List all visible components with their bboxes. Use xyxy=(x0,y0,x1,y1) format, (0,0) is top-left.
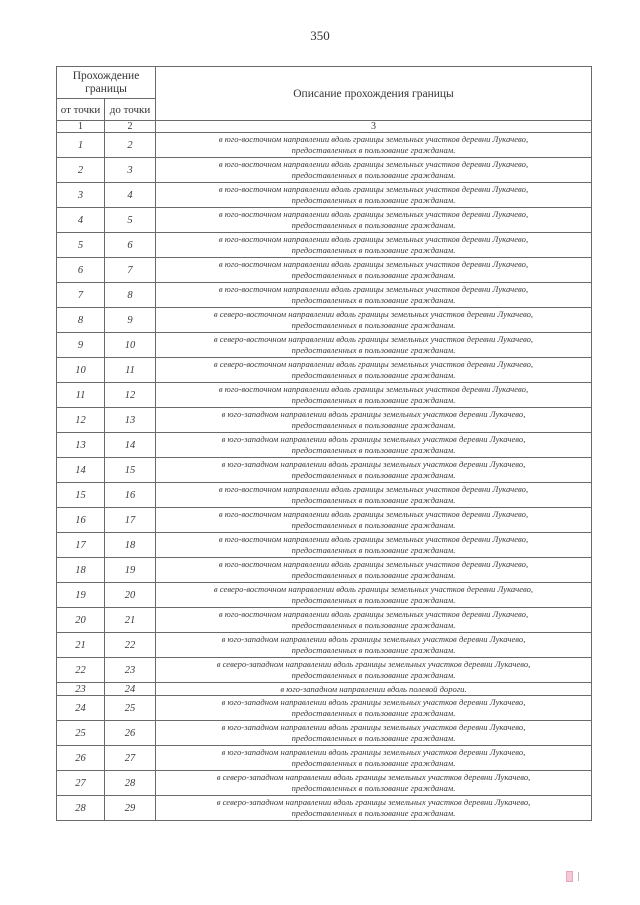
from-point-cell: 6 xyxy=(57,258,105,283)
table-body xyxy=(57,133,592,821)
description-cell xyxy=(156,508,592,533)
description-line-2: предоставленных в пользование гражданам. xyxy=(291,545,456,555)
table-row xyxy=(57,358,592,383)
table-row xyxy=(57,796,592,821)
from-point-cell: 11 xyxy=(57,383,105,408)
to-point-cell: 24 xyxy=(105,683,156,696)
to-point-cell: 12 xyxy=(105,383,156,408)
from-point-cell: 1 xyxy=(57,133,105,158)
description-cell xyxy=(156,183,592,208)
description-cell xyxy=(156,658,592,683)
from-point-cell: 15 xyxy=(57,483,105,508)
description-line-1: в юго-западном направлении вдоль границы земельных участков деревни Лукачево, xyxy=(221,459,526,469)
to-point-cell: 23 xyxy=(105,658,156,683)
boundary-passage-header-line2: границы xyxy=(85,82,127,95)
description-line-2: предоставленных в пользование гражданам. xyxy=(291,295,456,305)
description-line-2: предоставленных в пользование гражданам. xyxy=(291,270,456,280)
to-point-cell: 27 xyxy=(105,746,156,771)
table-row xyxy=(57,458,592,483)
from-point-cell: 21 xyxy=(57,633,105,658)
description-line-2: предоставленных в пользование гражданам. xyxy=(291,595,456,605)
description-cell xyxy=(156,283,592,308)
description-line-1: в юго-восточном направлении вдоль границы земельных участков деревни Лукачево, xyxy=(218,184,529,194)
description-line-2: предоставленных в пользование гражданам. xyxy=(291,145,456,155)
description-line-2: предоставленных в пользование гражданам. xyxy=(291,620,456,630)
table-row xyxy=(57,333,592,358)
description-cell xyxy=(156,158,592,183)
to-point-cell: 9 xyxy=(105,308,156,333)
description-cell xyxy=(156,208,592,233)
to-point-cell: 6 xyxy=(105,233,156,258)
description-line-1: в юго-западном направлении вдоль границы земельных участков деревни Лукачево, xyxy=(221,722,526,732)
description-cell xyxy=(156,133,592,158)
table-row xyxy=(57,771,592,796)
description-line-1: в юго-западном направлении вдоль границы земельных участков деревни Лукачево, xyxy=(221,434,526,444)
to-point-cell: 26 xyxy=(105,721,156,746)
description-line-1: в юго-восточном направлении вдоль границы земельных участков деревни Лукачево, xyxy=(218,159,529,169)
from-point-cell: 3 xyxy=(57,183,105,208)
description-line-2: предоставленных в пользование гражданам. xyxy=(291,245,456,255)
description-line-2: предоставленных в пользование гражданам. xyxy=(291,345,456,355)
description-line-2: предоставленных в пользование гражданам. xyxy=(291,445,456,455)
table-row xyxy=(57,633,592,658)
to-point-cell: 8 xyxy=(105,283,156,308)
to-point-cell: 16 xyxy=(105,483,156,508)
to-point-cell: 14 xyxy=(105,433,156,458)
description-cell xyxy=(156,721,592,746)
description-line-1: в юго-восточном направлении вдоль границы земельных участков деревни Лукачево, xyxy=(218,259,529,269)
description-cell xyxy=(156,358,592,383)
from-point-cell: 18 xyxy=(57,558,105,583)
column-number-2: 2 xyxy=(105,121,156,133)
description-cell xyxy=(156,771,592,796)
to-point-cell: 28 xyxy=(105,771,156,796)
to-point-cell: 15 xyxy=(105,458,156,483)
column-number-1: 1 xyxy=(57,121,105,133)
description-cell xyxy=(156,458,592,483)
description-line-1: в юго-восточном направлении вдоль границы земельных участков деревни Лукачево, xyxy=(218,284,529,294)
table-row xyxy=(57,383,592,408)
description-line-1: в юго-западном направлении вдоль полевой дороги. xyxy=(280,683,467,694)
description-line-1: в юго-западном направлении вдоль границы земельных участков деревни Лукачево, xyxy=(221,747,526,757)
to-point-cell: 13 xyxy=(105,408,156,433)
description-line-2: предоставленных в пользование гражданам. xyxy=(291,733,456,743)
table-row xyxy=(57,696,592,721)
from-point-cell: 24 xyxy=(57,696,105,721)
description-cell xyxy=(156,233,592,258)
table-row xyxy=(57,508,592,533)
table-row xyxy=(57,433,592,458)
description-cell xyxy=(156,408,592,433)
description-line-2: предоставленных в пользование гражданам. xyxy=(291,708,456,718)
from-point-cell: 17 xyxy=(57,533,105,558)
to-point-cell: 17 xyxy=(105,508,156,533)
to-point-cell: 22 xyxy=(105,633,156,658)
table-row xyxy=(57,283,592,308)
description-line-1: в северо-западном направлении вдоль границы земельных участков деревни Лукачево, xyxy=(216,797,531,807)
description-line-2: предоставленных в пользование гражданам. xyxy=(291,195,456,205)
description-line-2: предоставленных в пользование гражданам. xyxy=(291,395,456,405)
description-line-1: в юго-западном направлении вдоль границы земельных участков деревни Лукачево, xyxy=(221,697,526,707)
from-point-cell: 4 xyxy=(57,208,105,233)
boundary-passage-header-line1: Прохождение xyxy=(72,69,140,82)
description-line-2: предоставленных в пользование гражданам. xyxy=(291,420,456,430)
table-row xyxy=(57,258,592,283)
table-row xyxy=(57,608,592,633)
to-point-cell: 7 xyxy=(105,258,156,283)
scan-tick xyxy=(578,872,579,881)
from-point-cell: 12 xyxy=(57,408,105,433)
description-cell xyxy=(156,558,592,583)
to-point-cell: 2 xyxy=(105,133,156,158)
table-row xyxy=(57,408,592,433)
description-line-1: в северо-западном направлении вдоль границы земельных участков деревни Лукачево, xyxy=(216,772,531,782)
from-point-cell: 16 xyxy=(57,508,105,533)
description-line-1: в юго-восточном направлении вдоль границы земельных участков деревни Лукачево, xyxy=(218,234,529,244)
description-cell xyxy=(156,633,592,658)
to-point-cell: 5 xyxy=(105,208,156,233)
boundary-table xyxy=(56,66,592,821)
description-line-2: предоставленных в пользование гражданам. xyxy=(291,570,456,580)
to-point-cell: 11 xyxy=(105,358,156,383)
from-point-cell: 13 xyxy=(57,433,105,458)
to-point-cell: 21 xyxy=(105,608,156,633)
to-point-header: до точки xyxy=(105,99,156,121)
description-line-1: в северо-восточном направлении вдоль границы земельных участков деревни Лукачево, xyxy=(213,334,534,344)
description-cell xyxy=(156,796,592,821)
to-point-cell: 4 xyxy=(105,183,156,208)
from-point-cell: 26 xyxy=(57,746,105,771)
to-point-cell: 29 xyxy=(105,796,156,821)
description-line-1: в северо-восточном направлении вдоль границы земельных участков деревни Лукачево, xyxy=(213,359,534,369)
from-point-cell: 25 xyxy=(57,721,105,746)
table-row xyxy=(57,183,592,208)
description-cell xyxy=(156,433,592,458)
from-point-cell: 19 xyxy=(57,583,105,608)
to-point-cell: 3 xyxy=(105,158,156,183)
description-line-2: предоставленных в пользование гражданам. xyxy=(291,670,456,680)
table-row xyxy=(57,658,592,683)
description-line-1: в юго-восточном направлении вдоль границы земельных участков деревни Лукачево, xyxy=(218,534,529,544)
from-point-cell: 22 xyxy=(57,658,105,683)
boundary-passage-header xyxy=(57,67,156,99)
description-line-2: предоставленных в пользование гражданам. xyxy=(291,783,456,793)
to-point-cell: 10 xyxy=(105,333,156,358)
from-point-cell: 2 xyxy=(57,158,105,183)
description-line-1: в юго-восточном направлении вдоль границы земельных участков деревни Лукачево, xyxy=(218,609,529,619)
description-line-2: предоставленных в пользование гражданам. xyxy=(291,520,456,530)
description-line-1: в юго-восточном направлении вдоль границы земельных участков деревни Лукачево, xyxy=(218,484,529,494)
table-row xyxy=(57,483,592,508)
description-cell xyxy=(156,258,592,283)
from-point-cell: 27 xyxy=(57,771,105,796)
table-row xyxy=(57,683,592,696)
description-line-2: предоставленных в пользование гражданам. xyxy=(291,320,456,330)
description-cell xyxy=(156,696,592,721)
description-line-1: в юго-западном направлении вдоль границы земельных участков деревни Лукачево, xyxy=(221,634,526,644)
description-line-2: предоставленных в пользование гражданам. xyxy=(291,808,456,818)
description-line-1: в северо-восточном направлении вдоль границы земельных участков деревни Лукачево, xyxy=(213,584,534,594)
table-row xyxy=(57,746,592,771)
description-cell xyxy=(156,333,592,358)
description-line-2: предоставленных в пользование гражданам. xyxy=(291,370,456,380)
to-point-cell: 19 xyxy=(105,558,156,583)
from-point-cell: 20 xyxy=(57,608,105,633)
column-number-3: 3 xyxy=(156,121,592,133)
table-row xyxy=(57,208,592,233)
to-point-cell: 20 xyxy=(105,583,156,608)
table-row xyxy=(57,158,592,183)
table-row xyxy=(57,133,592,158)
to-point-cell: 18 xyxy=(105,533,156,558)
table-row xyxy=(57,308,592,333)
page-number: 350 xyxy=(310,28,330,43)
table-row xyxy=(57,233,592,258)
description-line-1: в северо-восточном направлении вдоль границы земельных участков деревни Лукачево, xyxy=(213,309,534,319)
table-row xyxy=(57,721,592,746)
from-point-cell: 7 xyxy=(57,283,105,308)
description-line-2: предоставленных в пользование гражданам. xyxy=(291,220,456,230)
description-line-2: предоставленных в пользование гражданам. xyxy=(291,758,456,768)
description-header: Описание прохождения границы xyxy=(156,67,592,121)
description-cell xyxy=(156,383,592,408)
description-cell xyxy=(156,583,592,608)
from-point-cell: 23 xyxy=(57,683,105,696)
table-row xyxy=(57,558,592,583)
description-line-2: предоставленных в пользование гражданам. xyxy=(291,645,456,655)
description-cell xyxy=(156,308,592,333)
from-point-cell: 14 xyxy=(57,458,105,483)
description-line-2: предоставленных в пользование гражданам. xyxy=(291,170,456,180)
from-point-cell: 9 xyxy=(57,333,105,358)
description-cell xyxy=(156,746,592,771)
description-line-1: в юго-восточном направлении вдоль границы земельных участков деревни Лукачево, xyxy=(218,509,529,519)
description-line-1: в северо-западном направлении вдоль границы земельных участков деревни Лукачево, xyxy=(216,659,531,669)
description-cell xyxy=(156,533,592,558)
from-point-header: от точки xyxy=(57,99,105,121)
to-point-cell: 25 xyxy=(105,696,156,721)
description-line-1: в юго-западном направлении вдоль границы земельных участков деревни Лукачево, xyxy=(221,409,526,419)
description-line-1: в юго-восточном направлении вдоль границы земельных участков деревни Лукачево, xyxy=(218,134,529,144)
description-cell xyxy=(156,483,592,508)
from-point-cell: 8 xyxy=(57,308,105,333)
description-cell xyxy=(156,608,592,633)
from-point-cell: 28 xyxy=(57,796,105,821)
from-point-cell: 10 xyxy=(57,358,105,383)
from-point-cell: 5 xyxy=(57,233,105,258)
scan-mark xyxy=(566,871,573,882)
description-line-2: предоставленных в пользование гражданам. xyxy=(291,495,456,505)
table-row xyxy=(57,533,592,558)
description-line-2: предоставленных в пользование гражданам. xyxy=(291,470,456,480)
description-line-1: в юго-восточном направлении вдоль границы земельных участков деревни Лукачево, xyxy=(218,384,529,394)
description-cell xyxy=(156,683,592,696)
description-line-1: в юго-восточном направлении вдоль границы земельных участков деревни Лукачево, xyxy=(218,209,529,219)
table-row xyxy=(57,583,592,608)
description-line-1: в юго-восточном направлении вдоль границы земельных участков деревни Лукачево, xyxy=(218,559,529,569)
